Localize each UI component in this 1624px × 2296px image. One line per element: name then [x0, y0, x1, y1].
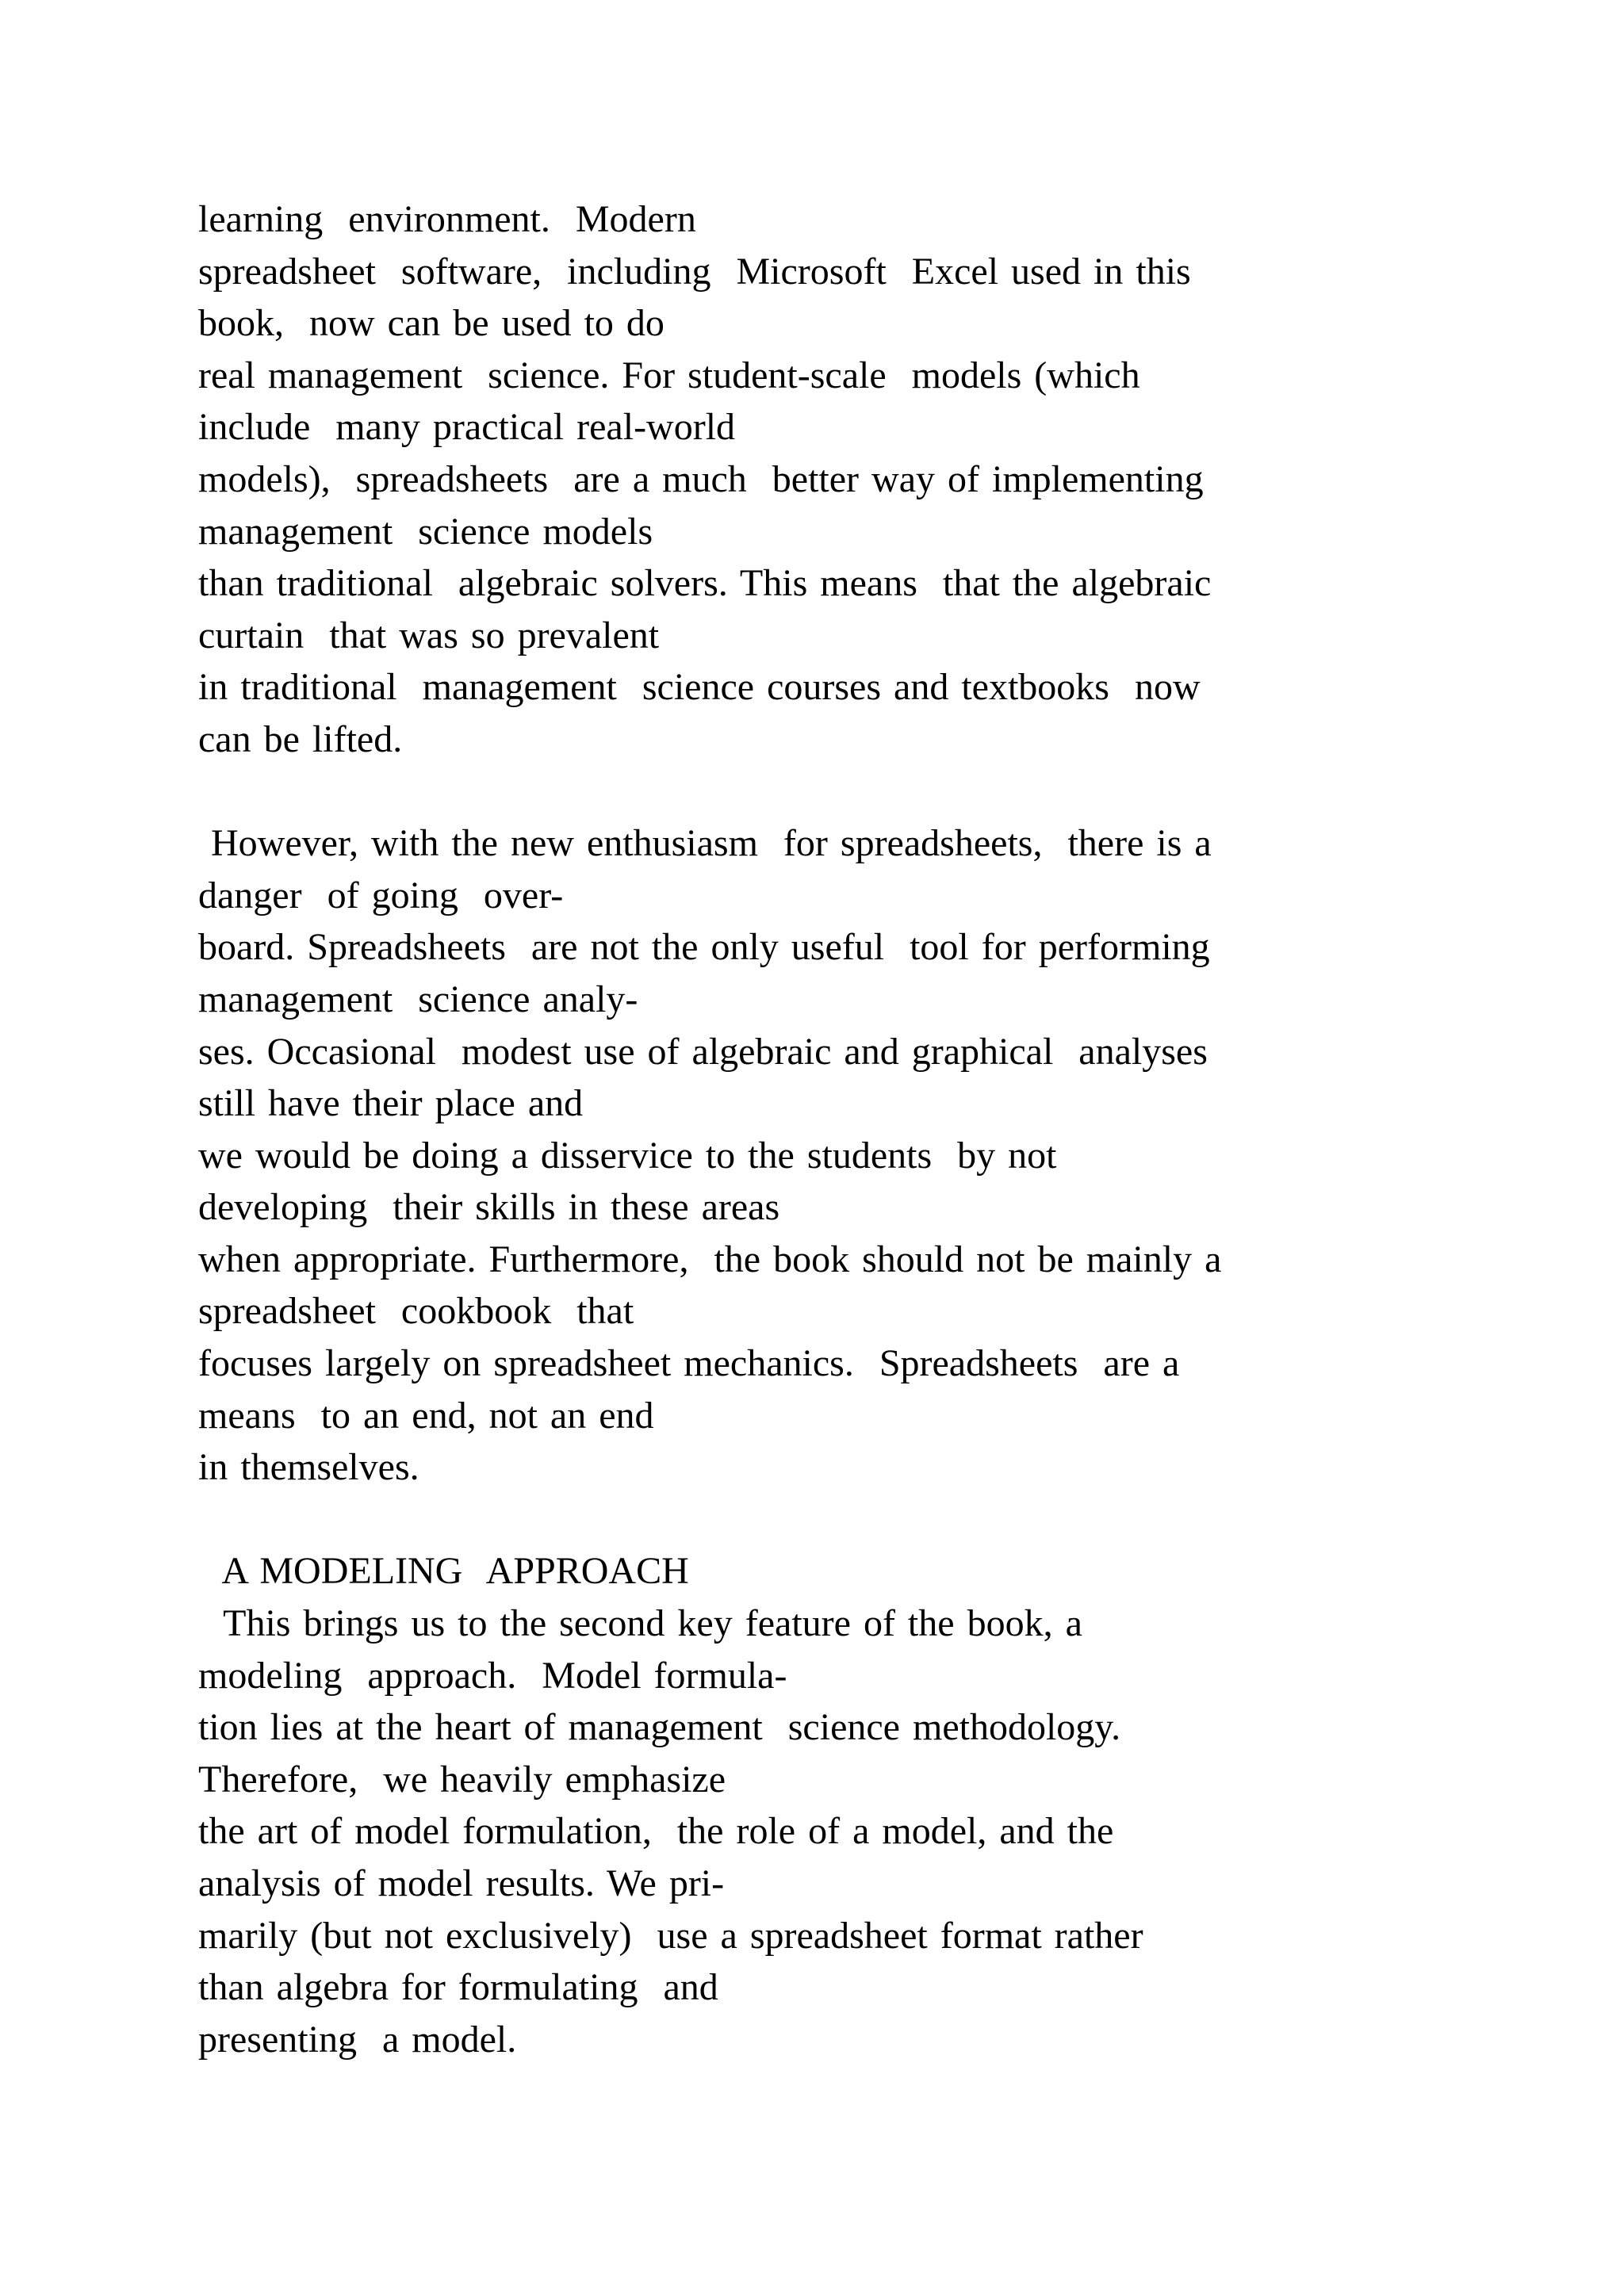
text-line: However, with the new enthusiasm for spreadsheets, there is a	[198, 822, 1212, 865]
text-line: management science models	[198, 510, 653, 553]
text-line: than traditional algebraic solvers. This means that the algebraic	[198, 562, 1212, 605]
text-line: danger of going over-	[198, 874, 564, 916]
text-line: when appropriate. Furthermore, the book should not be mainly a	[198, 1238, 1222, 1280]
text-line: Therefore, we heavily emphasize	[198, 1758, 726, 1800]
text-line: tion lies at the heart of management science methodology.	[198, 1706, 1121, 1749]
text-line: learning environment. Modern	[198, 198, 696, 240]
text-line: we would be doing a disservice to the students by not	[198, 1134, 1057, 1177]
text-line: include many practical real-world	[198, 406, 736, 449]
text-line: modeling approach. Model formula-	[198, 1654, 787, 1697]
text-line: than algebra for formulating and	[198, 1966, 718, 2009]
text-line: analysis of model results. We pri-	[198, 1862, 725, 1904]
text-line: This brings us to the second key feature of the book, a	[198, 1602, 1082, 1645]
text-line: book, now can be used to do	[198, 302, 665, 345]
section-heading: A MODELING APPROACH	[198, 1550, 689, 1593]
body-text	[198, 193, 1562, 2065]
text-line: means to an end, not an end	[198, 1394, 654, 1437]
text-line: in themselves.	[198, 1446, 419, 1489]
text-line: still have their place and	[198, 1082, 584, 1125]
text-line: curtain that was so prevalent	[198, 614, 660, 656]
text-line: in traditional management science courses and textbooks now	[198, 666, 1201, 709]
text-line: real management science. For student-scale models (which	[198, 354, 1140, 396]
paragraph-gap	[198, 1494, 1562, 1546]
text-line: the art of model formulation, the role of a model, and the	[198, 1810, 1114, 1853]
text-line: ses. Occasional modest use of algebraic and graphical analyses	[198, 1030, 1208, 1073]
text-line: marily (but not exclusively) use a spreadsheet format rather	[198, 1914, 1143, 1957]
text-line: management science analy-	[198, 978, 638, 1020]
text-line: developing their skills in these areas	[198, 1186, 780, 1229]
text-line: presenting a model.	[198, 2018, 517, 2061]
text-line: board. Spreadsheets are not the only useful tool for performing	[198, 926, 1210, 969]
text-line: models), spreadsheets are a much better way of implementing	[198, 457, 1204, 500]
text-line: spreadsheet cookbook that	[198, 1290, 634, 1333]
paragraph-gap	[198, 766, 1562, 818]
text-line: can be lifted.	[198, 718, 403, 760]
text-line: focuses largely on spreadsheet mechanics. Spreadsheets are a	[198, 1342, 1180, 1385]
text-line: spreadsheet software, including Microsoft Excel used in this	[198, 250, 1191, 293]
